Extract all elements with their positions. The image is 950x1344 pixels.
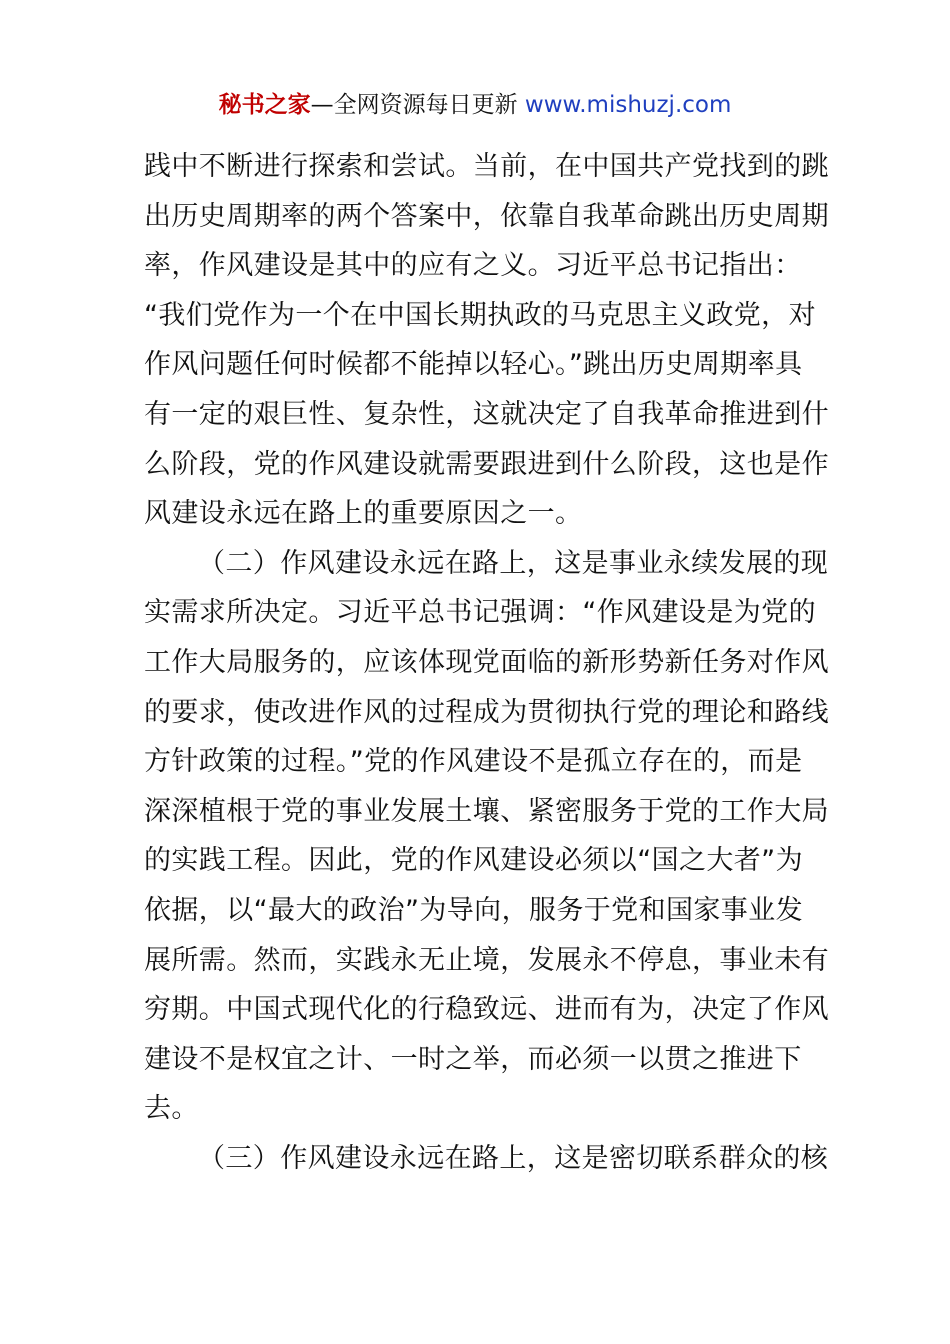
header-tagline: —全网资源每日更新: [310, 92, 525, 118]
website-link[interactable]: www.mishuzj.com: [524, 92, 732, 118]
section-heading-line: （三）作风建设永远在路上，这是密切联系群众的核: [198, 1142, 829, 1174]
text-line: 展所需。然而，实践永无止境，发展永不停息，事业未有: [144, 944, 829, 976]
text-line: 作风问题任何时候都不能掉以轻心。”跳出历史周期率具: [144, 349, 803, 381]
document-body: [144, 147, 829, 1188]
text-line: 去。: [144, 1093, 199, 1125]
text-line: 依据，以“最大的政治”为导向，服务于党和国家事业发: [144, 894, 803, 926]
brand-name: 秘书之家: [218, 92, 311, 118]
text-line: “我们党作为一个在中国长期执政的马克思主义政党，对: [144, 299, 816, 331]
text-line: 践中不断进行探索和尝试。当前，在中国共产党找到的跳: [144, 151, 829, 182]
text-line: 出历史周期率的两个答案中，依靠自我革命跳出历史周期: [144, 200, 829, 232]
text-line: 的要求，使改进作风的过程成为贯彻执行党的理论和路线: [144, 696, 829, 728]
section-heading-line: （二）作风建设永远在路上，这是事业永续发展的现: [198, 547, 829, 579]
page-header: [0, 88, 950, 122]
text-line: 有一定的艰巨性、复杂性，这就决定了自我革命推进到什: [144, 398, 829, 430]
text-line: 深深植根于党的事业发展土壤、紧密服务于党的工作大局: [144, 795, 829, 827]
text-line: 的实践工程。因此，党的作风建设必须以“国之大者”为: [144, 845, 803, 877]
text-line: 率，作风建设是其中的应有之义。习近平总书记指出：: [144, 250, 802, 282]
text-line: 工作大局服务的，应该体现党面临的新形势新任务对作风: [144, 646, 829, 678]
text-line: 方针政策的过程。”党的作风建设不是孤立存在的，而是: [144, 746, 803, 778]
text-line: 穷期。中国式现代化的行稳致远、进而有为，决定了作风: [144, 994, 829, 1026]
text-line: 风建设永远在路上的重要原因之一。: [144, 498, 583, 530]
text-line: 么阶段，党的作风建设就需要跟进到什么阶段，这也是作: [144, 448, 829, 480]
text-line: 实需求所决定。习近平总书记强调：“作风建设是为党的: [144, 597, 816, 629]
text-line: 建设不是权宜之计、一时之举，而必须一以贯之推进下: [144, 1043, 802, 1075]
